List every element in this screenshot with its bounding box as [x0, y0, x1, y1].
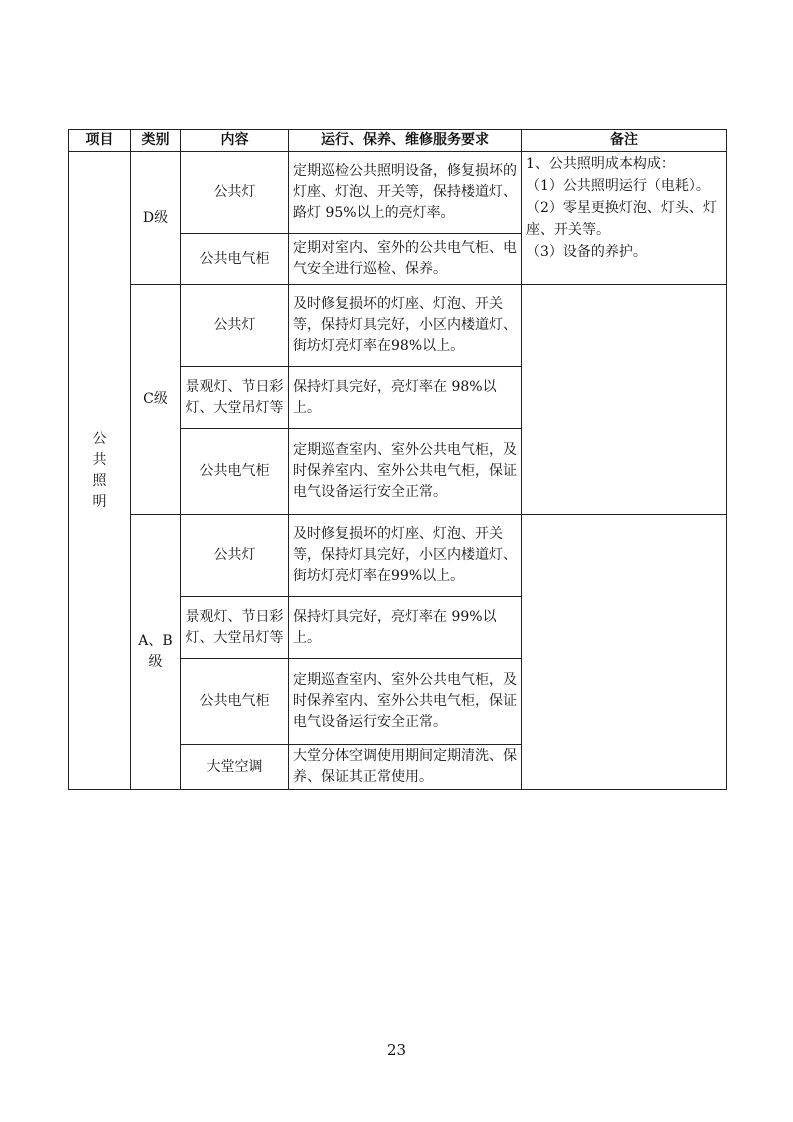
- item-cell-public-lighting: [69, 152, 131, 790]
- requirement-cell: 及时修复损坏的灯座、灯泡、开关等，保持灯具完好，小区内楼道灯、街坊灯亮灯率在98%以上。: [289, 285, 522, 367]
- content-cell: 景观灯、节日彩灯、大堂吊灯等: [181, 597, 289, 659]
- content-cell: 景观灯、节日彩灯、大堂吊灯等: [181, 367, 289, 429]
- page-number: 23: [386, 1041, 407, 1059]
- notes-line: （2）零星更换灯泡、灯头、灯座、开关等。: [526, 200, 717, 238]
- category-cell-c: C级: [131, 285, 181, 515]
- header-item: 项目: [69, 130, 131, 152]
- table-row: [69, 285, 727, 367]
- notes-cell-c: [522, 285, 727, 515]
- content-cell: 公共灯: [181, 152, 289, 234]
- category-cell-ab: [131, 515, 181, 790]
- requirement-cell: 定期巡查室内、室外公共电气柜，及时保养室内、室外公共电气柜，保证电气设备运行安全正常。: [289, 429, 522, 515]
- notes-line: 1、公共照明成本构成：: [526, 156, 675, 172]
- notes-line: （3）设备的养护。: [526, 244, 647, 260]
- item-char: 照: [92, 472, 107, 489]
- table-row: [69, 152, 727, 234]
- header-content: 内容: [181, 130, 289, 152]
- table-row: [69, 515, 727, 597]
- category-line: 级: [148, 654, 163, 670]
- notes-line: （1）公共照明运行（电耗）。: [526, 178, 710, 194]
- content-cell: 公共灯: [181, 285, 289, 367]
- item-char: 明: [92, 493, 107, 510]
- item-char: 公: [92, 430, 107, 447]
- content-cell: 公共灯: [181, 515, 289, 597]
- requirement-cell: 定期巡检公共照明设备，修复损坏的灯座、灯泡、开关等，保持楼道灯、路灯 95%以上的亮灯率。: [289, 152, 522, 234]
- service-requirements-table: [68, 129, 727, 790]
- category-line: A、B: [138, 633, 173, 649]
- content-cell: 大堂空调: [181, 745, 289, 790]
- requirement-cell: 保持灯具完好，亮灯率在 99%以上。: [289, 597, 522, 659]
- header-category: 类别: [131, 130, 181, 152]
- header-requirements: 运行、保养、维修服务要求: [289, 130, 522, 152]
- item-char: 共: [92, 451, 107, 468]
- content-cell: 公共电气柜: [181, 429, 289, 515]
- requirement-cell: 定期巡查室内、室外公共电气柜，及时保养室内、室外公共电气柜，保证电气设备运行安全正常。: [289, 659, 522, 745]
- header-notes: 备注: [522, 130, 727, 152]
- category-cell-d: D级: [131, 152, 181, 285]
- requirement-cell: 大堂分体空调使用期间定期清洗、保养、保证其正常使用。: [289, 745, 522, 790]
- content-cell: 公共电气柜: [181, 234, 289, 285]
- requirement-cell: 定期对室内、室外的公共电气柜、电气安全进行巡检、保养。: [289, 234, 522, 285]
- table-header-row: [69, 130, 727, 152]
- notes-cell-ab: [522, 515, 727, 790]
- requirement-cell: 及时修复损坏的灯座、灯泡、开关等，保持灯具完好，小区内楼道灯、街坊灯亮灯率在99%以上。: [289, 515, 522, 597]
- requirement-cell: 保持灯具完好，亮灯率在 98%以上。: [289, 367, 522, 429]
- content-cell: 公共电气柜: [181, 659, 289, 745]
- notes-cell-d: [522, 152, 727, 285]
